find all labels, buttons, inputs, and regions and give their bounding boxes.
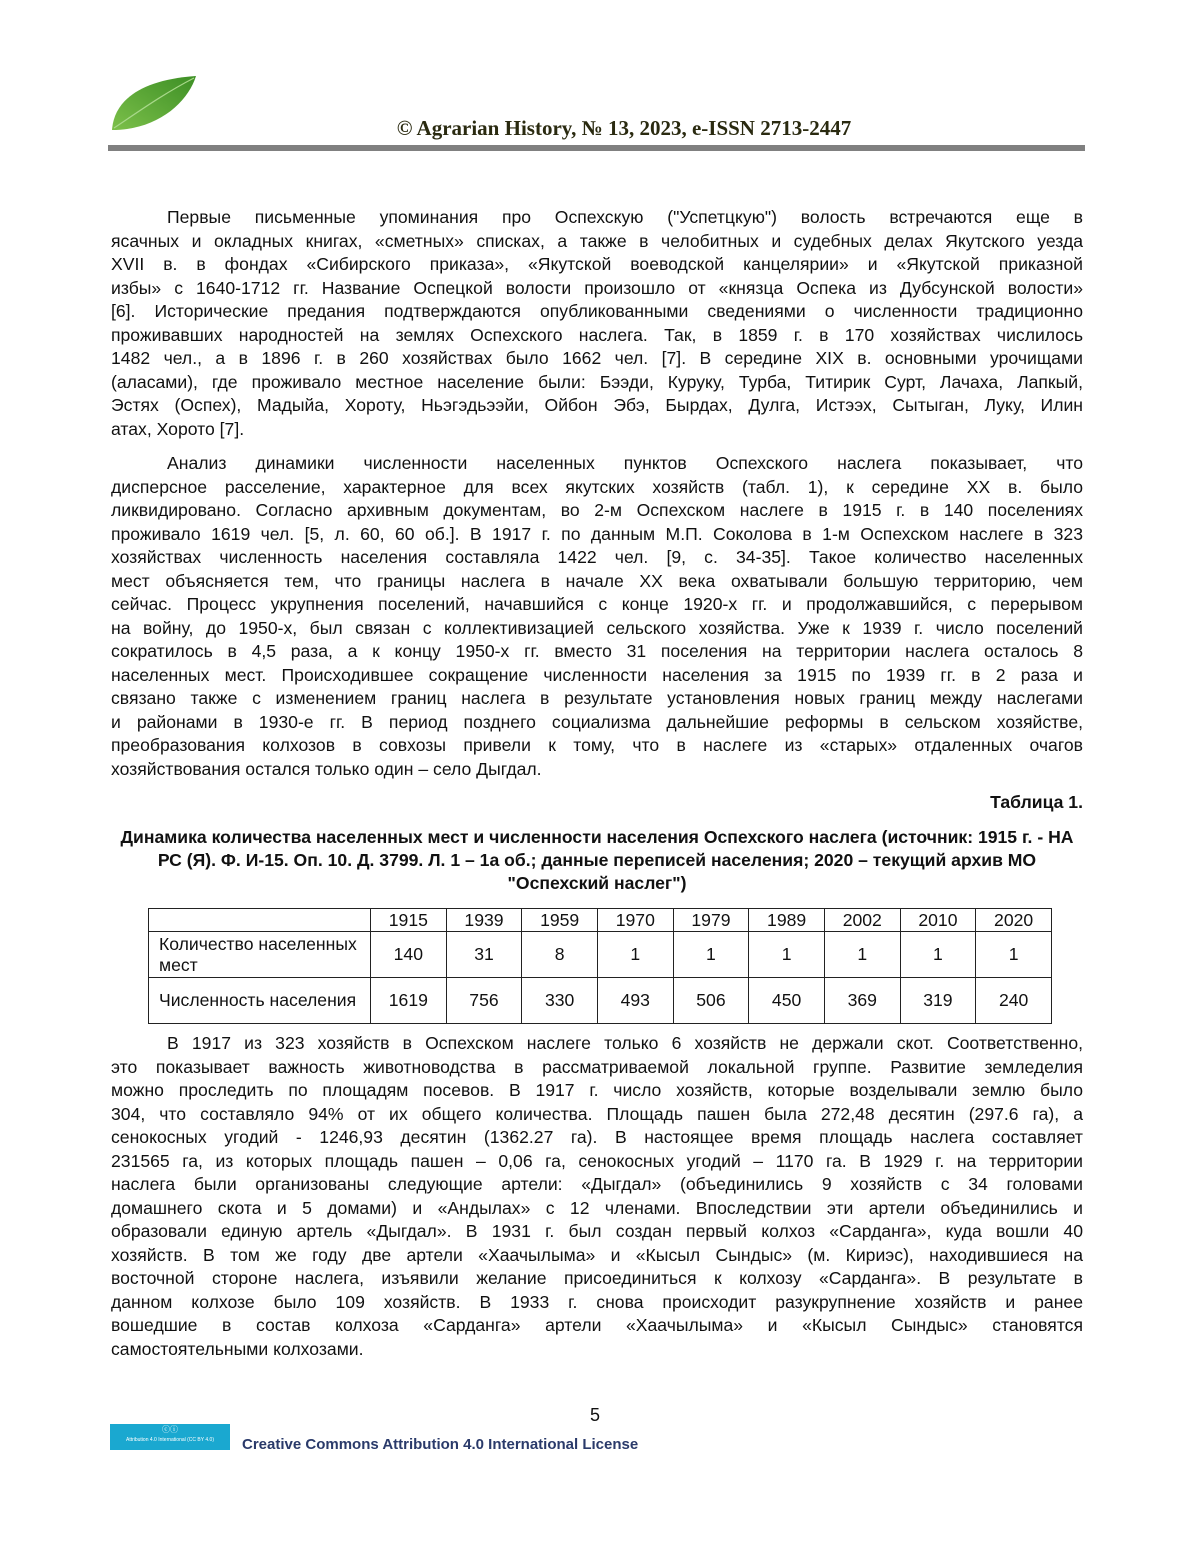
paragraph-3 <box>111 1032 1083 1361</box>
text-line: ликвидировано. Согласно архивным документам, во 2-м Оспехском наслеге в 1915 г. в 140 поселениях <box>111 500 1083 520</box>
paragraph-2 <box>111 452 1083 781</box>
text-line: сократилось в 4,5 раза, а к концу 1950-х гг. вместо 31 поселения на территории наслега осталось 8 <box>111 641 1083 661</box>
text-line: проживавших народностей на землях Оспехского наслега. Так, в 1859 г. в 170 хозяйствах числилось <box>111 324 1083 345</box>
text-line: 1482 чел., а в 1896 г. в 260 хозяйствах было 1662 чел. [7]. В середине XIX в. основными урочищами <box>111 348 1083 368</box>
text-line: 231565 га, из которых площадь пашен – 0,06 га, сенокосных угодий – 1170 га. В 1929 г. на территории <box>111 1150 1083 1171</box>
text-line: В 1917 из 323 хозяйств в Оспехском наслеге только 6 хозяйств не держали скот. Соответственно, <box>167 1033 1083 1053</box>
value-cell: 1 <box>749 932 825 978</box>
text-line: образовали единую артель «Дыгдал». В 1931 г. был создан первый колхоз «Сарданга», куда вошли 40 <box>111 1221 1083 1241</box>
year-header-cell: 1979 <box>673 909 749 932</box>
text-line: самостоятельными колхозами. <box>111 1338 364 1359</box>
year-header-cell: 1939 <box>446 909 522 932</box>
year-header-cell: 1915 <box>371 909 447 932</box>
year-header-cell: 1959 <box>522 909 598 932</box>
value-cell: 506 <box>673 978 749 1024</box>
header-rule <box>108 145 1085 151</box>
text-line: можно проследить по площадям посевов. В 1917 г. число хозяйств, которые возделывали землю было <box>111 1080 1083 1100</box>
text-line: XVII в. в фондах «Сибирского приказа», «Якутской воеводской канцелярии» и «Якутской приказной <box>111 254 1083 274</box>
value-cell: 1 <box>824 932 900 978</box>
text-line: Эстях (Оспех), Мадыйа, Хороту, Ньэгэдьээйи, Ойбон Эбэ, Бырдах, Дулга, Истээх, Сытыган, Луку, Илин <box>111 395 1083 415</box>
value-cell: 8 <box>522 932 598 978</box>
table-corner-cell <box>149 909 371 932</box>
text-line: хозяйствах численность населения составляла 1422 чел. [9, с. 34-35]. Такое количество населенных <box>111 547 1083 567</box>
value-cell: 493 <box>597 978 673 1024</box>
value-cell: 1 <box>673 932 749 978</box>
table-caption: Динамика количества населенных мест и численности населения Оспехского наслега (источник: 1915 г. - НА РС (Я). Ф. И-15. Оп. 10. Д. 3799. Л. 1 – 1а об.; данные переписей населения; 2020 – текущий архив МО "Оспехский наслег") <box>120 827 1074 893</box>
page-number: 5 <box>590 1405 601 1425</box>
text-line: 304, что составляло 94% от их общего количества. Площадь пашен была 272,48 десятин (297.6 га), а <box>111 1103 1083 1124</box>
population-table <box>148 908 1052 1024</box>
value-cell: 240 <box>976 978 1052 1024</box>
year-header-cell: 2010 <box>900 909 976 932</box>
year-header-cell: 2002 <box>824 909 900 932</box>
text-line: избы» с 1640-1712 гг. Название Оспецкой волости произошло от «князца Оспека из Дубсунской волости» <box>111 277 1083 298</box>
cc-badge-text: Attribution 4.0 International (CC BY 4.0) <box>125 1437 214 1443</box>
text-line: ясачных и окладных книгах, «сметных» списках, а также в челобитных и судебных делах Якутского уезда <box>111 230 1083 251</box>
text-line: преобразования колхозов в совхозы привели к тому, что в наслеге из «старых» отдаленных очагов <box>111 735 1083 755</box>
year-header-cell: 2020 <box>976 909 1052 932</box>
cc-license-badge[interactable] <box>110 1424 230 1450</box>
row-header-cell: Количество населенных мест <box>149 932 371 978</box>
table-row <box>149 978 1052 1024</box>
year-header-cell: 1989 <box>749 909 825 932</box>
text-line: наслега были организованы следующие артели: «Дыгдал» (объединились 9 хозяйств с 34 головами <box>111 1174 1083 1194</box>
text-line: восточной стороне наслега, изъявили желание присоединиться к колхозу «Сарданга». В результате в <box>111 1268 1083 1288</box>
text-line: связано также с изменением границ наслега в результате установления новых границ между наслегами <box>111 688 1083 708</box>
value-cell: 140 <box>371 932 447 978</box>
text-line: (аласами), где проживало местное население были: Бээди, Куруку, Турба, Титирик Сурт, Лачаха, Лапкый, <box>111 371 1083 392</box>
text-line: это показывает важность животноводства в рассматриваемой локальной группе. Развитие земледелия <box>111 1056 1083 1077</box>
value-cell: 1619 <box>371 978 447 1024</box>
value-cell: 1 <box>900 932 976 978</box>
table-row <box>149 932 1052 978</box>
value-cell: 450 <box>749 978 825 1024</box>
value-cell: 31 <box>446 932 522 978</box>
text-line: населенных мест. Происходившее сокращение численности населения за 1915 по 1939 гг. в 2 раза и <box>111 664 1083 685</box>
table-header-row <box>149 909 1052 932</box>
text-line: вошедшие в состав колхоза «Сарданга» артели «Хаачылыма» и «Кысыл Сындыс» становятся <box>111 1315 1083 1335</box>
license-link[interactable]: Creative Commons Attribution 4.0 International License <box>242 1436 639 1453</box>
value-cell: 330 <box>522 978 598 1024</box>
value-cell: 1 <box>597 932 673 978</box>
text-line: Анализ динамики численности населенных пунктов Оспехского наслега показывает, что <box>167 453 1083 473</box>
text-line: атах, Хорото [7]. <box>111 418 245 439</box>
value-cell: 319 <box>900 978 976 1024</box>
value-cell: 756 <box>446 978 522 1024</box>
text-line: домашнего скота и 5 домами) и «Андылах» с 12 членами. Впоследствии эти артели объединились и <box>111 1197 1083 1218</box>
cc-by-icon: ⓒⓘ <box>162 1425 178 1434</box>
value-cell: 369 <box>824 978 900 1024</box>
text-line: на войну, до 1950-х, был связан с коллективизацией сельского хозяйства. Уже к 1939 г. число поселений <box>111 617 1083 638</box>
text-line: сенокосных угодий - 1246,93 десятин (1362.27 га). В настоящее время площадь наслега составляет <box>111 1127 1083 1147</box>
text-line: Первые письменные упоминания про Оспехскую ("Успетцкую") волость встречаются еще в <box>167 207 1083 227</box>
text-line: хозяйствования остался только один – село Дыгдал. <box>111 758 542 779</box>
text-line: мест объясняется тем, что границы наслега в начале XX века охватывали большую территорию, чем <box>111 570 1083 591</box>
text-line: проживало 1619 чел. [5, л. 60, 60 об.]. В 1917 г. по данным М.П. Соколова в 1-м Оспехском наслеге в 323 <box>111 523 1083 544</box>
text-line: и районами в 1930-е гг. В период позднего социализма дальнейшие реформы в сельском хозяйстве, <box>111 711 1083 732</box>
text-line: сейчас. Процесс укрупнения поселений, начавшийся с конце 1920-х гг. и продолжавшийся, с перерывом <box>111 594 1083 614</box>
text-line: хозяйств. В том же году две артели «Хаачылыма» и «Кысыл Сындыс» (м. Кириэс), находившиеся на <box>111 1244 1083 1265</box>
row-header-cell: Численность населения <box>149 978 371 1024</box>
text-line: данном колхозе было 109 хозяйств. В 1933 г. снова происходит разукрупнение хозяйств и ранее <box>111 1291 1083 1312</box>
value-cell: 1 <box>976 932 1052 978</box>
paragraph-1 <box>111 206 1083 441</box>
table-label: Таблица 1. <box>990 792 1083 812</box>
text-line: [6]. Исторические предания подтверждаются опубликованными сведениями о численности традиционно <box>111 301 1083 321</box>
text-line: дисперсное расселение, характерное для всех якутских хозяйств (табл. 1), к середине XX в. было <box>111 476 1083 497</box>
year-header-cell: 1970 <box>597 909 673 932</box>
journal-header: © Agrarian History, № 13, 2023, e-ISSN 2713-2447 <box>396 116 852 140</box>
